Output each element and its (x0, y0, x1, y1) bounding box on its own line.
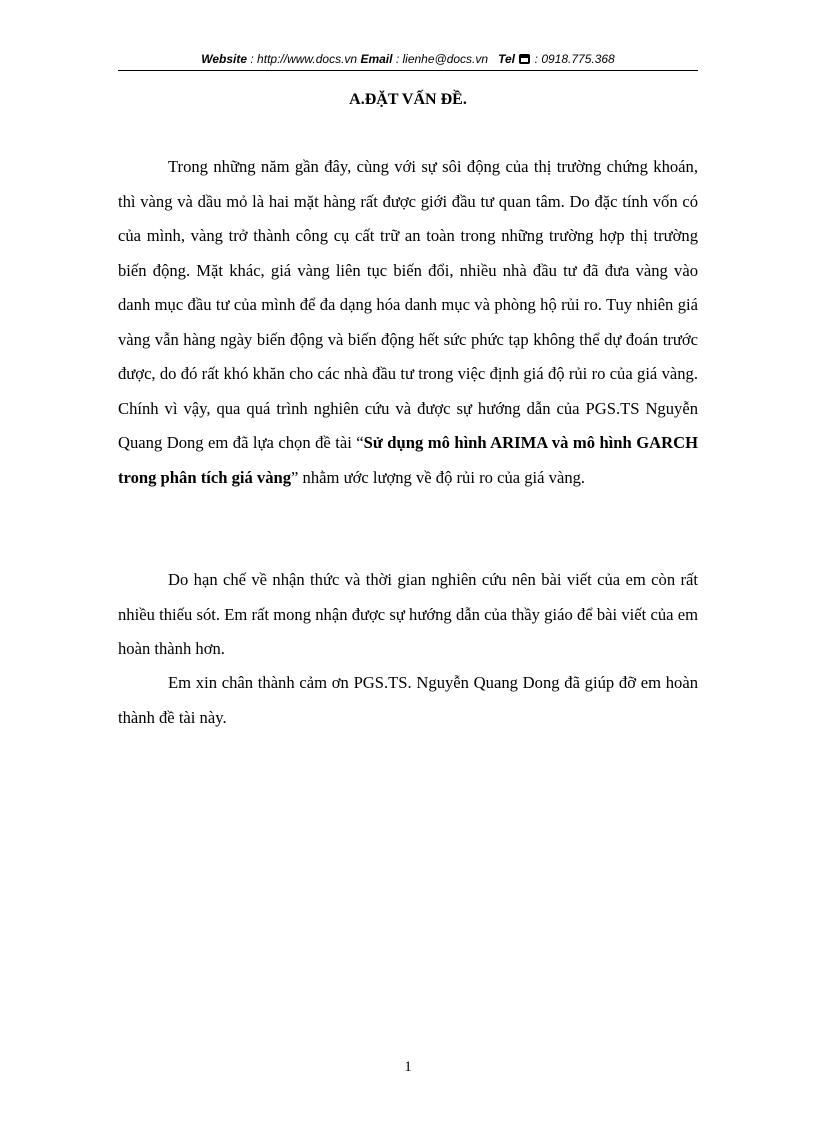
section-title: A.ĐẶT VẤN ĐỀ. (349, 91, 467, 108)
page-number: 1 (404, 1059, 412, 1075)
tel-label: Tel (498, 52, 515, 66)
phone-icon (519, 54, 530, 64)
website-link[interactable]: : http://www.docs.vn (250, 52, 358, 66)
thesis-topic: Sử dụng mô hình ARIMA và mô hình GARCH trong phân tích giá vàng (118, 433, 698, 487)
page-header (118, 51, 698, 67)
tel-value: : 0918.775.368 (534, 52, 615, 66)
paragraph-thanks: Em xin chân thành cảm ơn PGS.TS. Nguyễn Quang Dong đã giúp đỡ em hoàn thành đề tài này. (118, 673, 698, 727)
paragraph-limitations: Do hạn chế về nhận thức và thời gian nghiên cứu nên bài viết của em còn rất nhiều thiếu sót. Em rất mong nhận được sự hướng dẫn của thầy giáo để bài viết của em hoàn thành hơn. (118, 570, 698, 658)
header-divider (118, 70, 698, 71)
email-link[interactable]: : lienhe@docs.vn (395, 52, 489, 66)
email-label: Email (360, 52, 393, 66)
paragraph-intro (118, 150, 698, 495)
paragraph-intro-tail: ” nhằm ước lượng về độ rủi ro của giá vàng. (291, 467, 586, 487)
website-label: Website (201, 52, 248, 66)
paragraph-intro-text: Trong những năm gần đây, cùng với sự sôi động của thị trường chứng khoán, thì vàng và dầu mỏ là hai mặt hàng rất được giới đầu tư quan tâm. Do đặc tính vốn có của mình, vàng trở thành công cụ cất trữ an toàn trong những trường hợp thị trường biến động. Mặt khác, giá vàng liên tục biến đổi, nhiều nhà đầu tư đã đưa vàng vào danh mục đầu tư của mình để đa dạng hóa danh mục và phòng hộ rủi ro. Tuy nhiên giá vàng vẫn hàng ngày biến động và biến động hết sức phức tạp không thể dự đoán trước được, do đó rất khó khăn cho các nhà đầu tư trong việc định giá độ rủi ro của giá vàng. Chính vì vậy, qua quá trình nghiên cứu và được sự hướng dẫn của PGS.TS Nguyễn Quang Dong em đã lựa chọn đề tài “ (118, 157, 698, 452)
